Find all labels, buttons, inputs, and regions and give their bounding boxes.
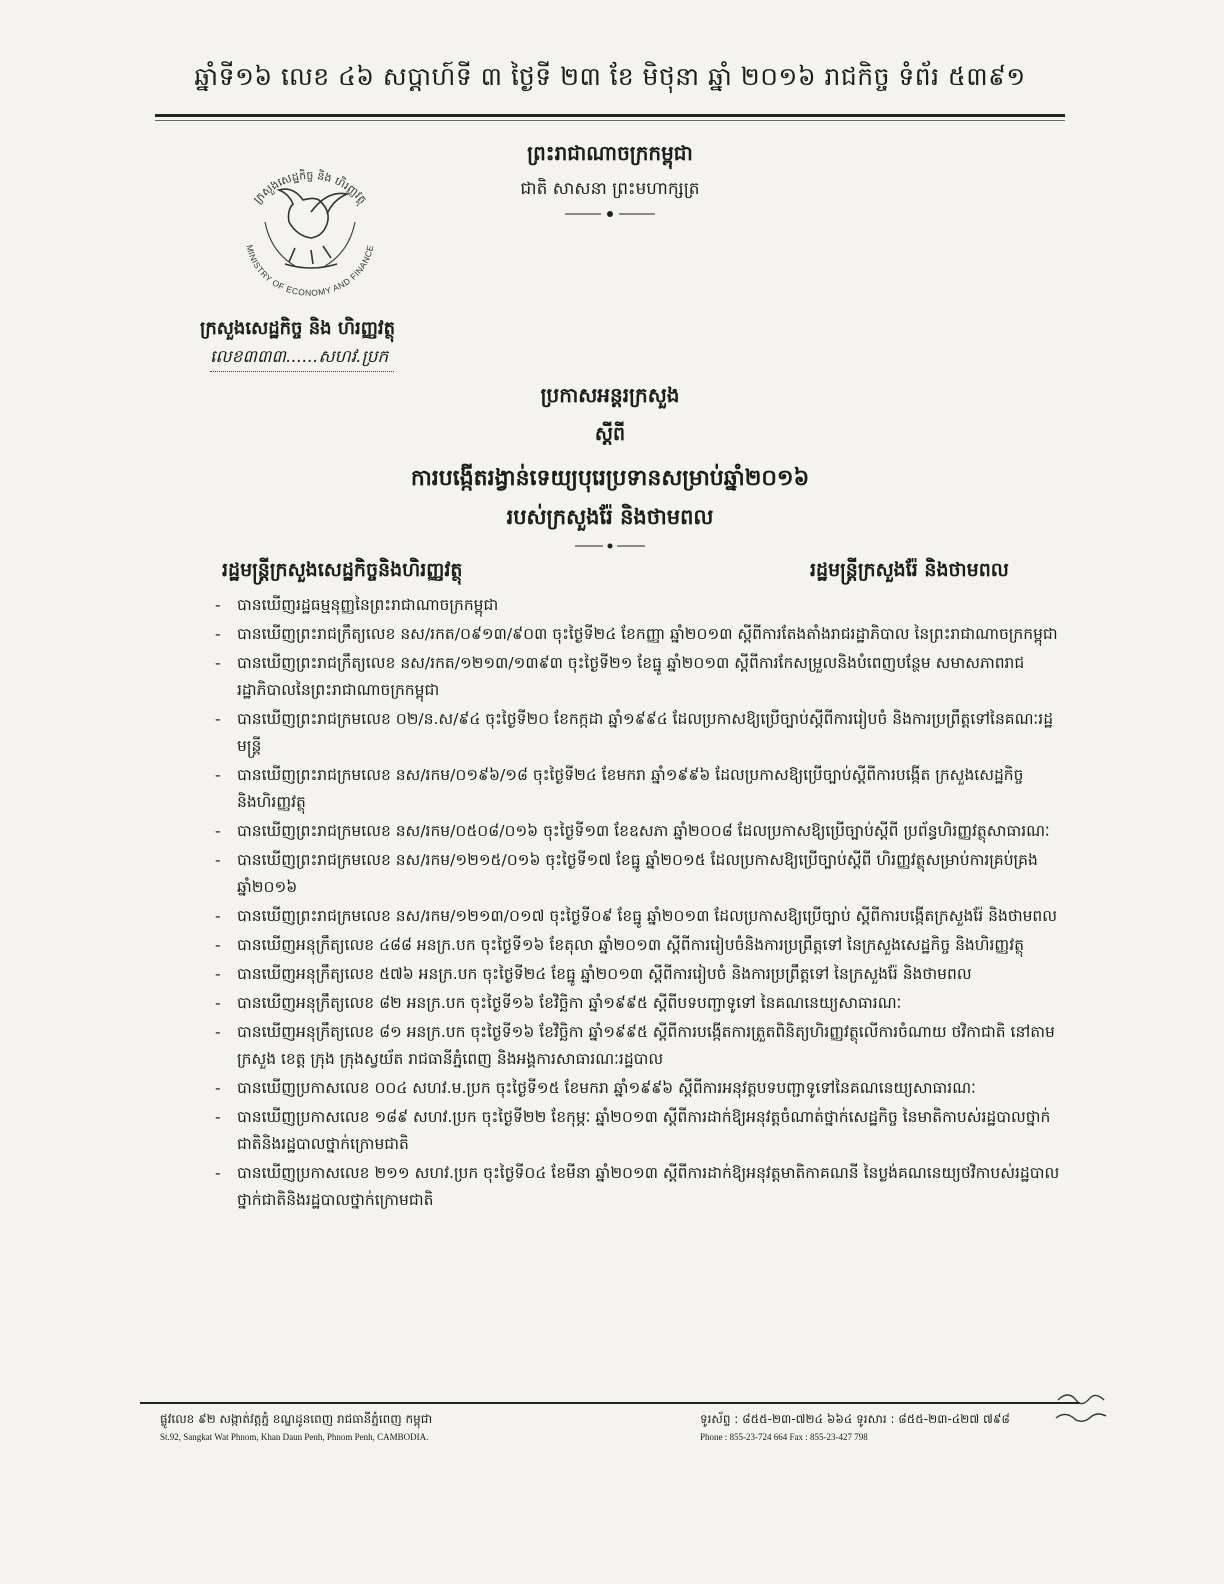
- list-item: - បានឃើញអនុក្រឹត្យលេខ ៨១ អនក្រ.បក ចុះថ្ងៃទី១៦ ខែវិច្ឆិកា ឆ្នាំ១៩៩៥ ស្តីពីការបង្កើតការត្រួតពិនិត្យហិរញ្ញវត្ថុលើការចំណាយ ថវិកាជាតិ នៅតាមក្រសួង ខេត្ត ក្រុង ក្រុងស្វយ័ត រាជធានីភ្នំពេញ និងអង្គការសាធារណៈរដ្ឋបាល: [215, 1023, 1055, 1068]
- kingdom-heading: [480, 140, 740, 219]
- phoenix-emblem-icon: [279, 189, 347, 268]
- title-line-3: ការបង្កើតរង្វាន់ទេយ្យបុរេប្រទានសម្រាប់ឆ្នាំ២០១៦: [410, 466, 810, 491]
- list-item: - បានឃើញព្រះរាជក្រមលេខ នស/រកម/១២១៥/០១៦ ចុះថ្ងៃទី១៧ ខែធ្នូ ឆ្នាំ២០១៥ ដែលប្រកាសឱ្យប្រើច្បាប់ស្តីពី ហិរញ្ញវត្ថុសម្រាប់ការគ្រប់គ្រងឆ្នាំ២០១៦: [215, 851, 1038, 896]
- signatory-mme: រដ្ឋមន្ត្រីក្រសួងរ៉ែ និងថាមពល: [810, 559, 1009, 581]
- list-item: - បានឃើញព្រះរាជក្រមលេខ នស/រកម/១២១៣/០១៧ ចុះថ្ងៃទី០៩ ខែធ្នូ ឆ្នាំ២០១៣ ដែលប្រកាសឱ្យប្រើច្បាប់ ស្តីពីការបង្កើតក្រសួងរ៉ែ និងថាមពល: [215, 907, 1058, 925]
- ministry-seal-icon: [225, 152, 395, 302]
- footer-phone-en: Phone : 855-23-724 664 Fax : 855-23-427 798: [700, 1432, 868, 1442]
- title-line-4: របស់ក្រសួងរ៉ែ និងថាមពល: [506, 505, 714, 529]
- seal-english-text: MINISTRY OF ECONOMY AND FINANCE: [244, 243, 376, 298]
- list-item: - បានឃើញព្រះរាជក្រមលេខ នស/រកម/០៥០៨/០១៦ ចុះថ្ងៃទី១៣ ខែឧសភា ឆ្នាំ២០០៨ ដែលប្រកាសឱ្យប្រើច្បាប់ស្តីពី ប្រព័ន្ធហិរញ្ញវត្ថុសាធារណៈ: [215, 822, 1050, 840]
- svg-text:ក្រសួងសេដ្ឋកិច្ច និង ហិរញ្ញវត្: [251, 168, 369, 207]
- header-rule-thin: [155, 120, 1065, 121]
- footer-address-en: St.92, Sangkat Wat Phnom, Khan Daun Penh, Phnom Penh, CAMBODIA.: [160, 1432, 429, 1442]
- list-item: - បានឃើញប្រកាសលេខ ០០៤ សហវ.ម.ប្រក ចុះថ្ងៃទី១៥ ខែមករា ឆ្នាំ១៩៩៦ ស្តីពីការអនុវត្តបទបញ្ជាទូទៅនៃគណនេយ្យសាធារណៈ: [215, 1079, 976, 1097]
- footer-address-km: ផ្លូវលេខ ៩២ សង្កាត់វត្តភ្នំ ខណ្ឌដូនពេញ រាជធានីភ្នំពេញ កម្ពុជា: [160, 1412, 433, 1426]
- title-line-1: ប្រកាសអន្តរក្រសួង: [540, 383, 680, 407]
- kingdom-name: ព្រះរាជាណាចក្រកម្ពុជា: [527, 141, 693, 165]
- kingdom-motto: ជាតិ សាសនា ព្រះមហាក្សត្រ: [520, 179, 700, 199]
- list-item: - បានឃើញអនុក្រឹត្យលេខ ៥៧៦ អនក្រ.បក ចុះថ្ងៃទី២៤ ខែធ្នូ ឆ្នាំ២០១៣ ស្តីពីការរៀបចំ និងការប្រព្រឹត្តទៅ នៃក្រសួងរ៉ែ និងថាមពល: [215, 965, 972, 983]
- handwritten-initials-icon: [1052, 1388, 1112, 1428]
- list-item: - បានឃើញព្រះរាជក្រមលេខ នស/រកម/០១៩៦/១៨ ចុះថ្ងៃទី២៤ ខែមករា ឆ្នាំ១៩៩៦ ដែលប្រកាសឱ្យប្រើច្បាប់ស្តីពីការបង្កើត ក្រសួងសេដ្ឋកិច្ចនិងហិរញ្ញវត្ថុ: [215, 766, 1024, 811]
- list-item: - បានឃើញអនុក្រឹត្យលេខ ៤៨៨ អនក្រ.បក ចុះថ្ងៃទី១៦ ខែតុលា ឆ្នាំ២០១៣ ស្តីពីការរៀបចំនិងការប្រព្រឹត្តទៅ នៃក្រសួងសេដ្ឋកិច្ច និងហិរញ្ញវត្ថុ: [215, 936, 1024, 954]
- list-item: - បានឃើញអនុក្រឹត្យលេខ ៨២ អនក្រ.បក ចុះថ្ងៃទី១៦ ខែវិច្ឆិកា ឆ្នាំ១៩៩៥ ស្តីពីបទបញ្ជាទូទៅ នៃគណនេយ្យសាធារណៈ: [215, 994, 902, 1012]
- seal-khmer-text: ក្រសួងសេដ្ឋកិច្ច និង ហិរញ្ញវត្ថុ: [250, 168, 370, 207]
- title-ornament-divider: [575, 541, 645, 551]
- ministry-name: ក្រសួងសេដ្ឋកិច្ច និង ហិរញ្ញវត្ថុ: [200, 318, 395, 339]
- laurel-icon: [265, 222, 355, 266]
- footer-phone-km: ទូរស័ព្ទ : ៨៥៥-២៣-៧២៤ ៦៦៤ ទូរសារ : ៨៥៥-២៣-៤២៧ ៧៩៨: [700, 1412, 1010, 1426]
- list-item: - បានឃើញព្រះរាជក្រមលេខ ០២/ន.ស/៩៤ ចុះថ្ងៃទី២០ ខែកក្កដា ឆ្នាំ១៩៩៤ ដែលប្រកាសឱ្យប្រើច្បាប់ស្តីពីការរៀបចំ និងការប្រព្រឹត្តទៅនៃគណៈរដ្ឋមន្ត្រី: [215, 710, 1054, 755]
- list-item: - បានឃើញប្រកាសលេខ ១៨៩ សហវ.ប្រក ចុះថ្ងៃទី២២ ខែកុម្ភៈ ឆ្នាំ២០១៣ ស្តីពីការដាក់ឱ្យអនុវត្តចំណាត់ថ្នាក់សេដ្ឋកិច្ច នៃមាតិកាបស់រដ្ឋបាលថ្នាក់ជាតិនិងរដ្ឋបាលថ្នាក់ក្រោមជាតិ: [215, 1108, 1051, 1153]
- list-item: - បានឃើញប្រកាសលេខ ២១១ សហវ.ប្រក ចុះថ្ងៃទី០៤ ខែមីនា ឆ្នាំ២០១៣ ស្តីពីការដាក់ឱ្យអនុវត្តមាតិកាគណនី នៃប្លង់គណនេយ្យថវិកាបស់រដ្ឋបាលថ្នាក់ជាតិនិងរដ្ឋបាលថ្នាក់ក្រោមជាតិ: [215, 1164, 1060, 1209]
- footer-address: [160, 1410, 432, 1446]
- footer-rule: [140, 1402, 1080, 1404]
- list-item: - បានឃើញព្រះរាជក្រឹត្យលេខ នស/រកត/១២១៣/១៣៩៣ ចុះថ្ងៃទី២១ ខែធ្នូ ឆ្នាំ២០១៣ ស្តីពីការកែសម្រួលនិងបំពេញបន្ថែម សមាសភាពរាជរដ្ឋាភិបាលនៃព្រះរាជាណាចក្រកម្ពុជា: [215, 654, 1025, 699]
- reference-number: លេខ៣៣៣......សហវ.ប្រក: [210, 346, 394, 372]
- ornament-divider: [565, 209, 655, 219]
- considerations-list: [215, 592, 1065, 1216]
- signatory-mef: រដ្ឋមន្ត្រីក្រសួងសេដ្ឋកិច្ចនិងហិរញ្ញវត្ថុ: [222, 559, 463, 581]
- gazette-header: ឆ្នាំទី១៦ លេខ ៤៦ សប្តាហ៍ទី ៣ ថ្ងៃទី ២៣ ខែ មិថុនា ឆ្នាំ ២០១៦ រាជកិច្ច ទំព័រ ៥៣៩១: [194, 62, 1026, 91]
- footer-contact: [700, 1410, 1010, 1446]
- list-item: - បានឃើញព្រះរាជក្រឹត្យលេខ នស/រកត/០៩១៣/៩០៣ ចុះថ្ងៃទី២៤ ខែកញ្ញា ឆ្នាំ២០១៣ ស្តីពីការតែងតាំងរាជរដ្ឋាភិបាល នៃព្រះរាជាណាចក្រកម្ពុជា: [215, 625, 1058, 643]
- document-title: [300, 382, 920, 551]
- svg-text:MINISTRY OF ECONOMY AND FINANC: [244, 244, 375, 298]
- list-item: - បានឃើញរដ្ឋធម្មនុញ្ញនៃព្រះរាជាណាចក្រកម្ពុជា: [215, 596, 499, 614]
- title-line-2: ស្តីពី: [594, 423, 626, 445]
- header-rule: [155, 114, 1065, 117]
